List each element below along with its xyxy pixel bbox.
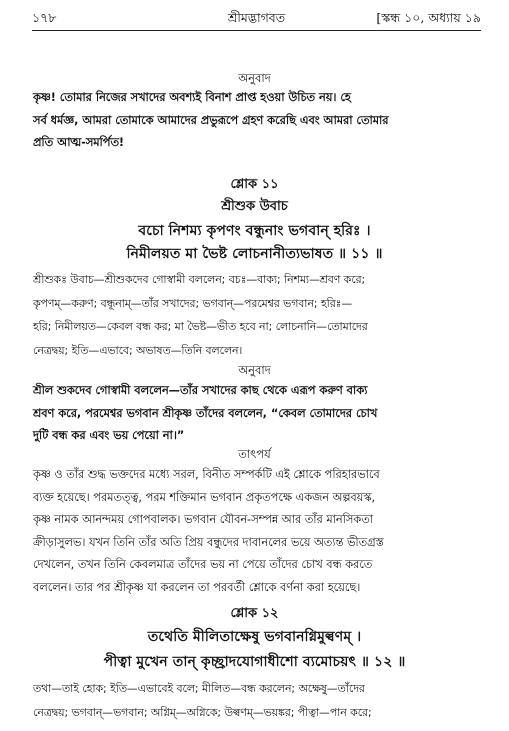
synonym-line: হরি; নিমীলয়ত—কেবল বন্ধ কর; মা ভৈষ্ট—ভীত হবে না; লোচনানি—তোমাদের bbox=[33, 320, 368, 333]
synonym-line: নেত্রদ্বয়; ভগবান্—ভগবান; অগ্নিম্—অগ্নিকে; উল্বণম্—ভয়ঙ্কর; পীত্বা—পান করে; bbox=[33, 705, 372, 719]
verse-line: পীত্বা মুখেন তান্ কৃচ্ছ্রাদযোগাধীশো ব্যমোচয়ৎ ॥ ১২ ॥ bbox=[103, 654, 406, 670]
purport-heading: তাৎপর্য bbox=[238, 447, 271, 461]
verse-line: বচো নিশম্য কৃপণং বন্ধুনাং ভগবান্ হরিঃ । bbox=[138, 223, 371, 239]
synonym-line: তথা—তাই হোক; ইতি—এভাবেই বলে; মীলিত—বন্ধ করলেন; অক্ষেষু—তাঁদের bbox=[33, 682, 365, 695]
verse-line: তথেতি মীলিতাক্ষেষু ভগবানগ্নিমুল্বণম্ । bbox=[147, 629, 362, 645]
translation-heading: অনুবাদ bbox=[238, 363, 271, 377]
book-title: শ্রীমদ্ভাগবত bbox=[227, 10, 286, 25]
verse-label: শ্লোক ১২ bbox=[230, 606, 279, 621]
text-line: দেখলেন, তখন তিনি কেবলমাত্র তাঁদের ভয় না পেয়ে তাঁদের চোখ বন্ধ করতে bbox=[33, 558, 373, 571]
verse-speaker: শ্রীশুক উবাচ bbox=[221, 199, 288, 214]
purport-text bbox=[33, 464, 479, 599]
header-rule bbox=[32, 30, 481, 31]
page-number: ১৭৮ bbox=[32, 10, 57, 25]
text-line: ব্যক্ত হয়েছে। পরমতত্ত্ব, পরম শক্তিমান ভগবান প্রকৃতপক্ষে একজন অল্পবয়স্ক, bbox=[33, 490, 376, 504]
synonym-line: শ্রীশুকঃ উবাচ—শ্রীশুকদেব গোস্বামী বললেন; বচঃ—বাক্য; নিশম্য—শ্রবণ করে; bbox=[33, 273, 366, 286]
verse-label: শ্লোক ১১ bbox=[230, 177, 279, 192]
text-line: কৃষ্ণ! তোমার নিজের সখাদের অবশ্যই বিনাশ প্রাপ্ত হওয়া উচিত নয়। হে bbox=[33, 91, 351, 104]
chapter-reference: [স্কন্ধ ১০, অধ্যায় ১৯ bbox=[376, 10, 481, 25]
synonyms bbox=[33, 268, 479, 362]
text-line: শ্রবণ করে, পরমেশ্বর ভগবান শ্রীকৃষ্ণ তাঁদের বললেন, “কেবল তোমাদের চোখ bbox=[33, 406, 378, 420]
text-line: দুটি বন্ধ কর এবং ভয় পেয়ো না।” bbox=[33, 429, 185, 442]
synonym-line: কৃপণম্—করুণ; বন্ধূনাম্—তাঁর সখাদের; ভগবান্—পরমেশ্বর ভগবান; হরিঃ— bbox=[33, 296, 353, 310]
text-line: শ্রীল শুকদেব গোস্বামী বললেন—তাঁর সখাদের কাছ থেকে এরূপ করুণ বাক্য bbox=[33, 384, 368, 397]
translation-text bbox=[33, 380, 479, 448]
translation-heading: অনুবাদ bbox=[238, 71, 271, 85]
verse-line: নিমীলয়ত মা ভৈষ্ট লোচনানীত্যভাষত ॥ ১১ ॥ bbox=[126, 246, 383, 262]
text-line: কৃষ্ণ ও তাঁর শুদ্ধ ভক্তদের মধ্যে সরল, বিনীত সম্পর্কটি এই শ্লোকে পরিহারভাবে bbox=[33, 468, 380, 481]
text-line: ক্রীড়াসুলভ। যখন তিনি তাঁর অতি প্রিয় বন্ধুদের দাবানলের ভয়ে অত্যন্ত ভীতগ্রস্ত bbox=[33, 535, 384, 549]
text-line: কৃষ্ণ নামক আনন্দময় গোপবালক। ভগবান যৌবন-সম্পন্ন আর তাঁর মানসিকতা bbox=[33, 513, 373, 526]
translation-text bbox=[33, 87, 479, 155]
synonyms bbox=[33, 677, 479, 724]
text-line: সর্ব ধর্মজ্ঞ, আমরা তোমাকে আমাদের প্রভুরূপে গ্রহণ করেছি এবং আমরা তোমার bbox=[33, 113, 389, 127]
synonym-line: নেত্রদ্বয়; ইতি—এভাবে; অভাষত—তিনি বললেন। bbox=[33, 343, 243, 357]
text-line: প্রতি আত্ম-সমর্পিত! bbox=[33, 136, 125, 149]
page-header bbox=[32, 10, 481, 28]
text-line: বললেন। তার পর শ্রীকৃষ্ণ যা করলেন তা পরবর্তী শ্লোকে বর্ণনা করা হয়েছে। bbox=[33, 580, 361, 594]
